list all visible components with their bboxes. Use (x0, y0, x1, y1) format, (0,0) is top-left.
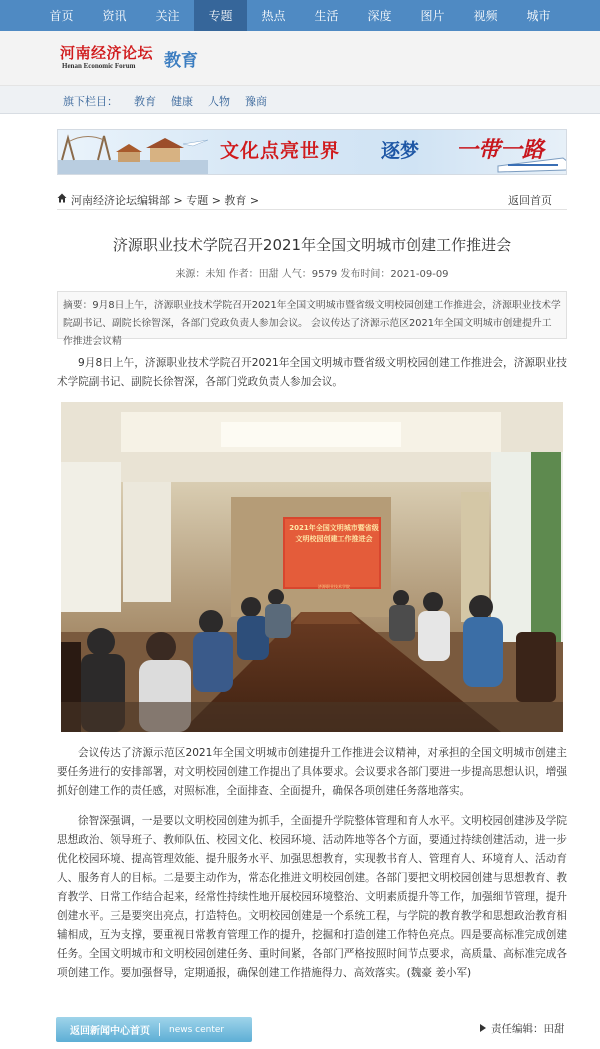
nav-item-focus[interactable]: 关注 (155, 9, 180, 23)
nav-item-city[interactable]: 城市 (526, 9, 551, 23)
editor-label: 责任编辑：田甜 (491, 1023, 565, 1035)
subnav-item-education[interactable]: 教育 (134, 95, 156, 108)
sub-nav (0, 86, 600, 114)
nav-item-hot[interactable]: 热点 (261, 9, 286, 23)
nav-item-life[interactable]: 生活 (314, 9, 339, 23)
back-to-news-center-button[interactable] (56, 1017, 252, 1042)
article-photo (61, 402, 563, 732)
nav-item-depth[interactable]: 深度 (367, 9, 392, 23)
meeting-photo-illustration (61, 402, 563, 732)
article-meta: 来源：未知 作者：田甜 人气：9579 发布时间：2021-09-09 (175, 269, 449, 280)
logo-text-cn: 河南经济论坛 (60, 44, 154, 62)
site-logo[interactable] (60, 44, 160, 74)
slide-organizer: 济源职业技术学院 (318, 584, 350, 589)
nav-item-pictures[interactable]: 图片 (420, 9, 445, 23)
breadcrumb-path[interactable]: 河南经济论坛编辑部 > 专题 > 教育 > (71, 194, 260, 207)
nav-item-home[interactable]: 首页 (49, 9, 74, 23)
nav-item-news[interactable]: 资讯 (102, 9, 127, 23)
back-news-separator (159, 1023, 160, 1036)
site-header (0, 31, 600, 86)
article-paragraph-3: 徐智深强调，一是要以文明校园创建为抓手，全面提升学院整体管理和育人水平。文明校园创建涉及学院思想政治、领导班子、教师队伍、校园文化、校园环境、活动阵地等各个方面，要通过持续创建活动，进一步优化校园环境、提高管理效能、提升服务水平、加强思想教育，实现教书育人、管理育人、环境育人、活动育人、服务育人的目标。二是要主动作为，常态化推进文明校园创建。各部门要把文明校园创建与思想教育、教育教学、日常工作结合起来，经常性持续性地开展校园环境整治、文明素质提升等工作，加强细节管理，提升创建水平。三是要突出亮点，打造特色。文明校园创建是一个系统工程，与学院的教育教学和思想政治教育相辅相成，互为支撑，要重视日常教育管理工作的提升，挖掘和打造创建工作特色亮点。四是要高标准完成创建任务。全国文明城市和文明校园创建任务、重时间紧，各部门严格按照时间节点要求，高质量、高标准完成各项创建工作。要加强督导，定期通报，确保创建工作措施得力、高效落实。(魏豪 姜小军) (57, 815, 567, 979)
article-paragraph-1: 9月8日上午，济源职业技术学院召开2021年全国文明城市暨省级文明校园创建工作推进会，济源职业技术学院副书记、副院长徐智深，各部门党政负责人参加会议。 (57, 357, 567, 388)
nav-item-video[interactable]: 视频 (473, 9, 498, 23)
article-title: 济源职业技术学院召开2021年全国文明城市创建工作推进会 (112, 236, 512, 254)
nav-item-topics[interactable]: 专题 (194, 0, 247, 31)
article-summary: 摘要：9月8日上午，济源职业技术学院召开2021年全国文明城市暨省级文明校园创建工作推进会，济源职业技术学院副书记、副院长徐智深，各部门党政负责人参加会议。 会议传达了济源示范区2021年全国文明城市创建提升工作推进会议精 (57, 291, 567, 339)
ad-banner[interactable] (57, 129, 567, 175)
subnav-item-people[interactable]: 人物 (208, 95, 230, 108)
banner-calligraphy: 一带一路 (456, 137, 545, 163)
back-news-label-cn: 返回新闻中心首页 (70, 1026, 150, 1037)
subnav-item-health[interactable]: 健康 (171, 95, 193, 108)
banner-sub-text: 逐梦 (381, 140, 420, 162)
responsible-editor (480, 1021, 565, 1036)
subnav-label: 旗下栏目： (63, 95, 118, 108)
back-home-link[interactable]: 返回首页 (508, 194, 552, 207)
logo-text-en: Henan Economic Forum (62, 62, 136, 70)
back-news-label-en: news center (169, 1024, 225, 1035)
article-paragraph-2: 会议传达了济源示范区2021年全国文明城市创建提升工作推进会议精神，对承担的全国文明城市创建主要任务进行的安排部署，对文明校园创建工作提出了具体要求。会议要求各部门要进一步提高思想认识，增强抓好创建工作的责任感，对照标准，全面排查、全面提升，确保各项创建任务落地落实。 (57, 747, 567, 797)
breadcrumb (57, 188, 567, 210)
home-icon (57, 193, 67, 203)
slide-title: 2021年全国文明城市暨省级文明校园创建工作推进会 (289, 524, 379, 543)
banner-main-text: 文化点亮世界 (220, 140, 341, 162)
triangle-right-icon (480, 1024, 486, 1032)
subnav-item-merchants[interactable]: 豫商 (245, 95, 267, 108)
top-nav (0, 0, 600, 31)
channel-title: 教育 (164, 51, 198, 71)
